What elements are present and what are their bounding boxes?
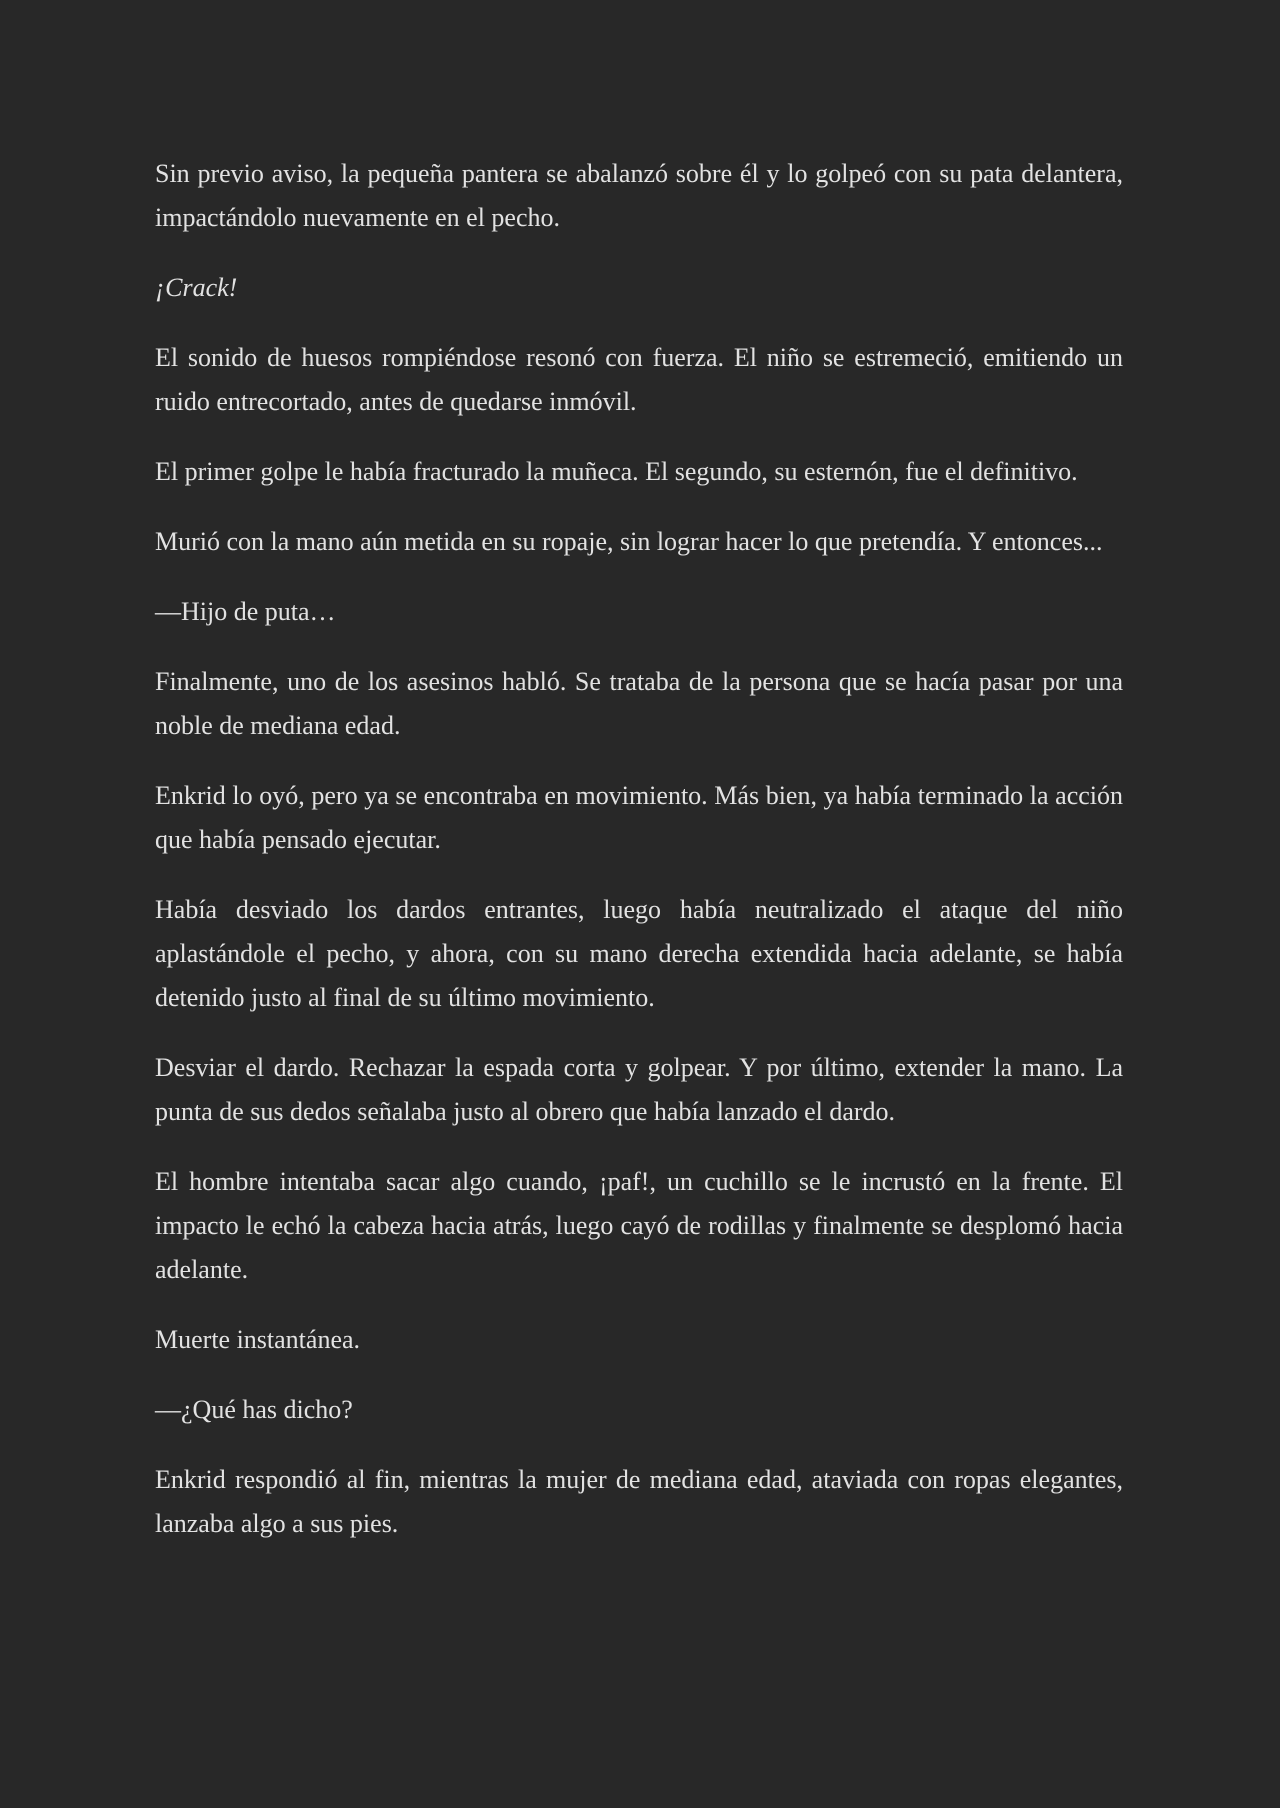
paragraph-dialogue: —Hijo de puta… [155,597,336,626]
paragraph: El hombre intentaba sacar algo cuando, ¡paf!, un cuchillo se le incrustó en la frente. El impacto le echó la cabeza hacia atrás, luego cayó de rodillas y finalmente se desplomó hacia adelante. [155,1167,1123,1284]
paragraph: Enkrid respondió al fin, mientras la mujer de mediana edad, ataviada con ropas elegantes, lanzaba algo a sus pies. [155,1465,1123,1538]
chapter-text [155,152,1123,1572]
paragraph: Enkrid lo oyó, pero ya se encontraba en movimiento. Más bien, ya había terminado la acción que había pensado ejecutar. [155,781,1123,854]
paragraph: Murió con la mano aún metida en su ropaje, sin lograr hacer lo que pretendía. Y entonces... [155,527,1103,556]
paragraph: El primer golpe le había fracturado la muñeca. El segundo, su esternón, fue el definitivo. [155,457,1078,486]
paragraph: Había desviado los dardos entrantes, luego había neutralizado el ataque del niño aplastándole el pecho, y ahora, con su mano derecha extendida hacia adelante, se había detenido justo al final de su último movimiento. [155,895,1123,1012]
paragraph: Finalmente, uno de los asesinos habló. Se trataba de la persona que se hacía pasar por una noble de mediana edad. [155,667,1123,740]
paragraph: El sonido de huesos rompiéndose resonó con fuerza. El niño se estremeció, emitiendo un ruido entrecortado, antes de quedarse inmóvil. [155,343,1123,416]
paragraph: Muerte instantánea. [155,1325,361,1354]
paragraph: Desviar el dardo. Rechazar la espada corta y golpear. Y por último, extender la mano. La punta de sus dedos señalaba justo al obrero que había lanzado el dardo. [155,1053,1123,1126]
paragraph: Sin previo aviso, la pequeña pantera se abalanzó sobre él y lo golpeó con su pata delantera, impactándolo nuevamente en el pecho. [155,159,1123,232]
paragraph-dialogue: —¿Qué has dicho? [155,1395,353,1424]
paragraph-sound-effect: ¡Crack! [155,273,238,302]
